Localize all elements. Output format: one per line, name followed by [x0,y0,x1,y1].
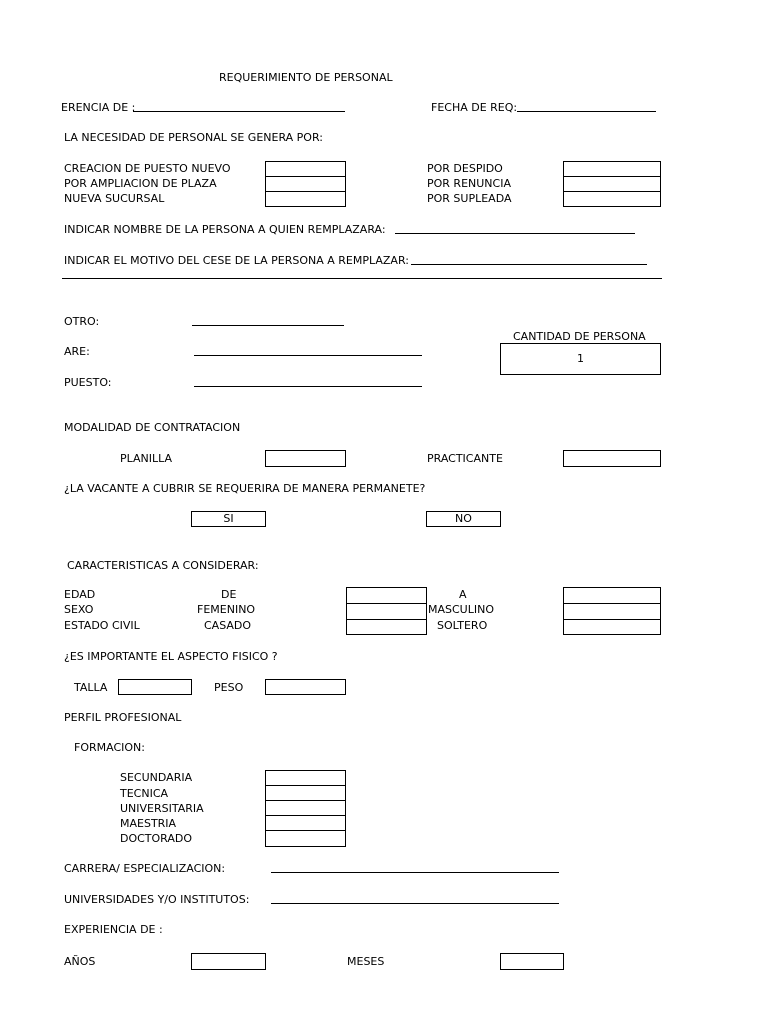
casado-label: CASADO [204,619,252,632]
option-label: POR SUPLEADA [427,192,512,205]
fecha-label: FECHA DE REQ: [431,101,518,114]
option-label: POR DESPIDO [427,162,503,175]
cantidad-field[interactable]: 1 [500,343,661,375]
motivo-cese-label: INDICAR EL MOTIVO DEL CESE DE LA PERSONA A REMPLAZAR: [64,254,409,267]
checkbox-puesto-nuevo[interactable] [265,161,346,177]
option-label: NUEVA SUCURSAL [64,192,165,205]
anos-label: AÑOS [64,955,96,968]
nombre-reemplazo-label: INDICAR NOMBRE DE LA PERSONA A QUIEN REMPLAZARA: [64,223,386,236]
carrera-field[interactable] [271,872,559,873]
masculino-label: MASCULINO [428,603,494,616]
checkbox-sucursal[interactable] [265,191,346,207]
perfil-heading: PERFIL PROFESIONAL [64,711,182,724]
option-label: POR AMPLIACION DE PLAZA [64,177,217,190]
peso-field[interactable] [265,679,346,695]
edad-de-label: DE [221,588,237,601]
checkbox-ampliacion[interactable] [265,176,346,192]
experiencia-heading: EXPERIENCIA DE : [64,923,163,936]
edad-a-label: A [459,588,467,601]
universidades-field[interactable] [271,903,559,904]
checkbox-despido[interactable] [563,161,661,177]
talla-field[interactable] [118,679,192,695]
puesto-label: PUESTO: [64,376,112,389]
caracteristicas-heading: CARACTERISTICAS A CONSIDERAR: [67,559,259,572]
checkbox-planilla[interactable] [265,450,346,467]
planilla-label: PLANILLA [120,452,173,465]
checkbox-secundaria[interactable] [265,770,346,786]
estado-civil-label: ESTADO CIVIL [64,619,140,632]
permanente-question: ¿LA VACANTE A CUBRIR SE REQUERIRA DE MANERA PERMANETE? [64,482,426,495]
checkbox-soltero[interactable] [563,619,661,635]
fecha-field[interactable] [517,111,656,112]
no-option[interactable]: NO [426,511,501,527]
checkbox-masculino[interactable] [563,603,661,620]
carrera-label: CARRERA/ ESPECIALIZACION: [64,862,226,875]
checkbox-casado[interactable] [346,619,427,635]
checkbox-practicante[interactable] [563,450,661,467]
si-option[interactable]: SI [191,511,266,527]
motivo-cese-field[interactable] [411,264,647,265]
nivel-label: UNIVERSITARIA [120,802,204,815]
formacion-label: FORMACION: [74,741,145,754]
gerencia-field[interactable] [133,111,345,112]
gerencia-label: ERENCIA DE : [61,101,136,114]
cantidad-label: CANTIDAD DE PERSONA [513,330,646,343]
universidades-label: UNIVERSIDADES Y/O INSTITUTOS: [64,893,250,906]
nivel-label: MAESTRIA [120,817,177,830]
talla-label: TALLA [74,681,108,694]
otro-label: OTRO: [64,315,100,328]
checkbox-doctorado[interactable] [265,830,346,847]
area-label: ARE: [64,345,90,358]
option-label: POR RENUNCIA [427,177,511,190]
nombre-reemplazo-field[interactable] [395,233,635,234]
practicante-label: PRACTICANTE [427,452,503,465]
nivel-label: TECNICA [120,787,169,800]
edad-a-field[interactable] [563,587,661,604]
area-field[interactable] [194,355,422,356]
nivel-label: SECUNDARIA [120,771,193,784]
option-label: CREACION DE PUESTO NUEVO [64,162,231,175]
modalidad-heading: MODALIDAD DE CONTRATACION [64,421,241,434]
necesidad-heading: LA NECESIDAD DE PERSONAL SE GENERA POR: [64,131,323,144]
checkbox-renuncia[interactable] [563,176,661,192]
nivel-label: DOCTORADO [120,832,193,845]
anos-field[interactable] [191,953,266,970]
edad-de-field[interactable] [346,587,427,604]
puesto-field[interactable] [194,386,422,387]
checkbox-universitaria[interactable] [265,800,346,816]
checkbox-maestria[interactable] [265,815,346,831]
meses-label: MESES [347,955,385,968]
peso-label: PESO [214,681,244,694]
meses-field[interactable] [500,953,564,970]
fisico-question: ¿ES IMPORTANTE EL ASPECTO FISICO ? [64,650,278,663]
sexo-label: SEXO [64,603,94,616]
checkbox-supleada[interactable] [563,191,661,207]
page-title: REQUERIMIENTO DE PERSONAL [219,71,393,84]
edad-label: EDAD [64,588,96,601]
motivo-cese-field-line2[interactable] [62,278,662,279]
checkbox-femenino[interactable] [346,603,427,620]
checkbox-tecnica[interactable] [265,785,346,801]
femenino-label: FEMENINO [197,603,256,616]
otro-field[interactable] [192,325,344,326]
soltero-label: SOLTERO [437,619,488,632]
